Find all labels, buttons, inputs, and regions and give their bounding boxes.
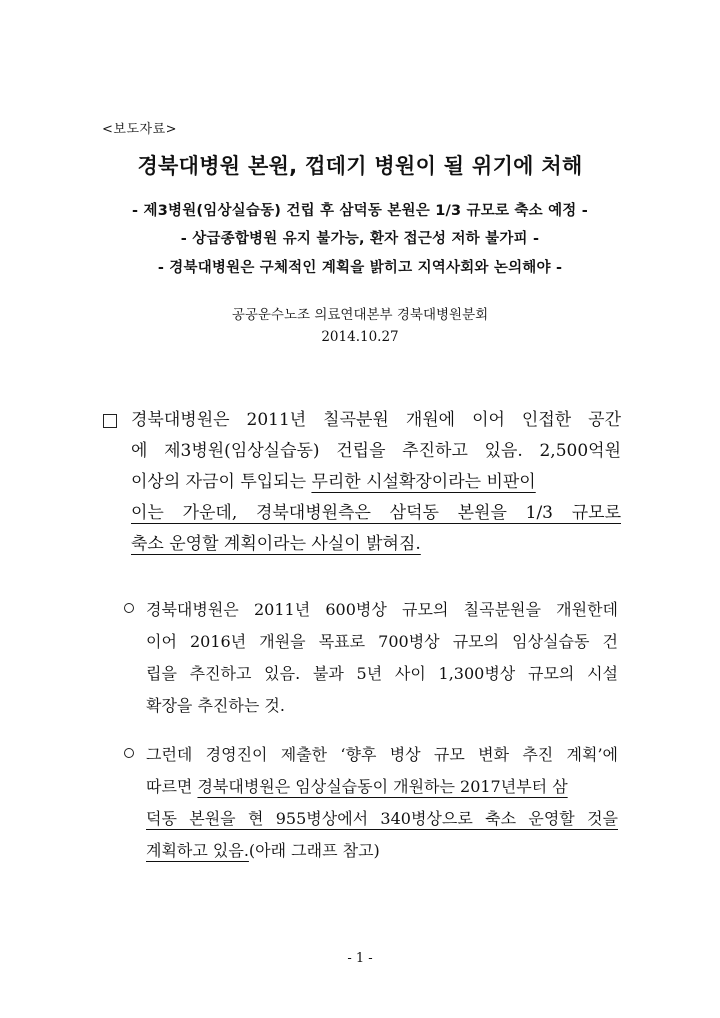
bullet-line: 이어 2016년 개원을 목표로 700병상 규모의 임상실습동 건 (146, 632, 618, 651)
press-release-tag: <보도자료> (102, 122, 178, 137)
paragraph-line (131, 467, 621, 498)
headline: 경북대병원 본원, 껍데기 병원이 될 위기에 처해 (137, 154, 583, 178)
bullet-line: 경북대병원은 2011년 600병상 규모의 칠곡분원을 개원한데 (146, 600, 618, 619)
page-number: - 1 - (347, 951, 373, 966)
paragraph-line: 에 제3병원(임상실습동) 건립을 추진하고 있음. 2,500억원 (131, 441, 621, 461)
subtitle-2: - 상급종합병원 유지 불가능, 환자 접근성 저하 불가피 - (180, 231, 540, 247)
author-organization: 공공운수노조 의료연대본부 경북대병원분회 (231, 307, 489, 323)
bullet-line: 립을 추진하고 있음. 불과 5년 사이 1,300병상 규모의 시설 (146, 664, 618, 683)
release-date: 2014.10.27 (321, 329, 399, 345)
paragraph-line: 경북대병원은 2011년 칠곡분원 개원에 이어 인접한 공간 (131, 410, 621, 430)
underlined-paragraph-line: 이는 가운데, 경북대병원측은 삼덕동 본원을 1/3 규모로 (131, 503, 621, 523)
bullet-line: 그런데 경영진이 제출한 ‘향후 병상 규모 변화 추진 계획’에 (146, 745, 618, 764)
underlined-bullet-line: 덕동 본원을 현 955병상에서 340병상으로 축소 운영할 것을 (146, 809, 618, 828)
underlined-text: 축소 운영할 계획이라는 사실이 밝혀짐. (131, 534, 421, 554)
bullet-text: (아래 그래프 참고) (248, 841, 380, 860)
bullet-line: 확장을 추진하는 것. (146, 696, 285, 715)
underlined-text: 계획하고 있음. (146, 841, 249, 860)
subtitle-1: - 제3병원(임상실습동) 건립 후 삼덕동 본원은 1/3 규모로 축소 예정 - (132, 203, 588, 219)
underlined-text: 무리한 시설확장이라는 비판이 (311, 472, 536, 492)
bullet-line (146, 772, 618, 801)
circle-bullet-icon (124, 748, 134, 758)
bullet-line (146, 836, 380, 865)
underlined-text: 경북대병원은 임상실습동이 개원하는 2017년부터 삼 (197, 777, 568, 796)
bullet-text: 따르면 (146, 777, 198, 796)
square-bullet-icon (103, 414, 117, 428)
paragraph-text: 이상의 자금이 투입되는 (131, 472, 312, 492)
paragraph-line (131, 529, 421, 560)
circle-bullet-icon (124, 603, 134, 613)
subtitle-3: - 경북대병원은 구체적인 계획을 밝히고 지역사회와 논의해야 - (157, 260, 563, 276)
